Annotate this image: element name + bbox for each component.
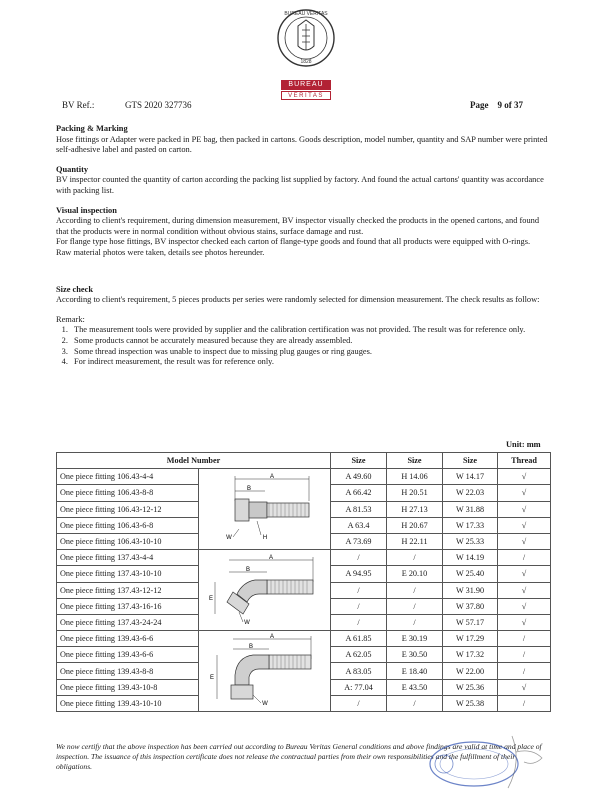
90-degree-fitting-diagram bbox=[199, 631, 331, 712]
cell-model: One piece fitting 106.43-10-10 bbox=[57, 533, 199, 549]
cell-model: One piece fitting 139.43-10-10 bbox=[57, 695, 199, 711]
cell-model: One piece fitting 106.43-8-8 bbox=[57, 485, 199, 501]
diagram-label-w: W bbox=[261, 701, 268, 708]
cell-size-1: A 73.69 bbox=[331, 533, 387, 549]
cell-model: One piece fitting 106.43-6-8 bbox=[57, 517, 199, 533]
cell-thread: √ bbox=[498, 469, 551, 485]
size-check-table bbox=[56, 452, 551, 712]
size-check-body: According to client's requirement, 5 pieces products per series were randomly selected for dimension measurement. The check results as follow: bbox=[56, 295, 540, 305]
cell-size-3: W 17.33 bbox=[443, 517, 498, 533]
cell-size-1: A 63.4 bbox=[331, 517, 387, 533]
ref-value: GTS 2020 327736 bbox=[125, 100, 192, 110]
cell-size-1: / bbox=[331, 614, 387, 630]
page-total: 37 bbox=[514, 100, 523, 110]
logo-word-veritas: VERITAS bbox=[281, 91, 331, 100]
diagram-label-w: W bbox=[225, 535, 232, 542]
visual-p2: For flange type hose fittings, BV inspector checked each carton of flange-type goods and found that all products were equipped with O-rings. bbox=[56, 237, 531, 247]
cell-size-1: / bbox=[331, 598, 387, 614]
report-body bbox=[56, 124, 550, 368]
cell-size-2: E 30.50 bbox=[387, 647, 443, 663]
cell-model: One piece fitting 137.43-4-4 bbox=[57, 550, 199, 566]
cell-model: One piece fitting 139.43-8-8 bbox=[57, 663, 199, 679]
header-size: Size bbox=[331, 453, 387, 469]
cell-size-3: W 22.00 bbox=[443, 663, 498, 679]
cell-size-3: W 25.40 bbox=[443, 566, 498, 582]
table-row bbox=[57, 631, 551, 647]
cell-size-3: W 25.36 bbox=[443, 679, 498, 695]
cell-thread: / bbox=[498, 631, 551, 647]
ref-label: BV Ref.: bbox=[62, 100, 95, 110]
cell-size-2: E 18.40 bbox=[387, 663, 443, 679]
cell-size-1: A 62.05 bbox=[331, 647, 387, 663]
cell-thread: √ bbox=[498, 533, 551, 549]
cell-thread: / bbox=[498, 695, 551, 711]
page-label: Page bbox=[470, 100, 489, 110]
table-row bbox=[57, 550, 551, 566]
cell-size-1: A 83.05 bbox=[331, 663, 387, 679]
cell-size-3: W 31.90 bbox=[443, 582, 498, 598]
quantity-body: BV inspector counted the quantity of carton according the packing list supplied by factory. And found the actual cartons' quantity was accordance with packing list. bbox=[56, 175, 544, 195]
cell-model: One piece fitting 137.43-16-16 bbox=[57, 598, 199, 614]
header-model: Model Number bbox=[57, 453, 331, 469]
cell-size-3: W 37.80 bbox=[443, 598, 498, 614]
diagram-label-w: W bbox=[243, 620, 250, 627]
diagram-label-a: A bbox=[268, 555, 273, 562]
cell-thread: √ bbox=[498, 598, 551, 614]
cell-size-2: / bbox=[387, 582, 443, 598]
cell-size-1: A 61.85 bbox=[331, 631, 387, 647]
cell-size-3: W 14.17 bbox=[443, 469, 498, 485]
table-header-row bbox=[57, 453, 551, 469]
logo-ring-text: BUREAU VERITAS bbox=[284, 11, 328, 17]
page-indicator bbox=[470, 100, 523, 110]
cell-thread: √ bbox=[498, 501, 551, 517]
cell-size-1: A 81.53 bbox=[331, 501, 387, 517]
cell-size-2: E 43.50 bbox=[387, 679, 443, 695]
page-number: 9 bbox=[497, 100, 502, 110]
diagram-label-a: A bbox=[269, 474, 274, 481]
diagram-label-h: H bbox=[262, 535, 267, 542]
cell-size-1: A 49.60 bbox=[331, 469, 387, 485]
visual-p3: Raw material photos were taken, details see photos hereunder. bbox=[56, 247, 265, 257]
cell-model: One piece fitting 106.43-4-4 bbox=[57, 469, 199, 485]
diagram-label-a: A bbox=[269, 634, 274, 641]
cell-model: One piece fitting 106.43-12-12 bbox=[57, 501, 199, 517]
cell-model: One piece fitting 137.43-12-12 bbox=[57, 582, 199, 598]
certification-footer: We now certify that the above inspection has been carried out according to Bureau Veritas General conditions and above findings are valid at time and place of inspection. The issuance of this inspection certificate does not release the contractual parties from their own responsibilities and the fulfillment of their obligations. bbox=[56, 742, 542, 771]
header-size: Size bbox=[443, 453, 498, 469]
cell-thread: √ bbox=[498, 485, 551, 501]
diagram-label-b: B bbox=[245, 567, 250, 574]
logo-word-bureau: BUREAU bbox=[281, 80, 331, 90]
cell-size-1: A 66.42 bbox=[331, 485, 387, 501]
45-degree-fitting-diagram bbox=[199, 550, 331, 631]
cell-thread: √ bbox=[498, 679, 551, 695]
cell-size-2: / bbox=[387, 598, 443, 614]
size-check-title: Size check bbox=[56, 284, 93, 294]
cell-size-2: E 30.19 bbox=[387, 631, 443, 647]
diagram-label-b: B bbox=[246, 486, 251, 493]
cell-size-1: / bbox=[331, 695, 387, 711]
cell-thread: √ bbox=[498, 582, 551, 598]
cell-size-2: H 14.06 bbox=[387, 469, 443, 485]
cell-size-3: W 22.03 bbox=[443, 485, 498, 501]
remark-item: 3. Some thread inspection was unable to inspect due to missing plug gauges or ring gauges. bbox=[70, 347, 550, 358]
cell-thread: / bbox=[498, 647, 551, 663]
diagram-label-e: E bbox=[208, 596, 213, 603]
table-row bbox=[57, 469, 551, 485]
cell-size-2: H 22.11 bbox=[387, 533, 443, 549]
straight-fitting-diagram bbox=[199, 469, 331, 550]
cell-model: One piece fitting 137.43-10-10 bbox=[57, 566, 199, 582]
cell-size-1: A: 77.04 bbox=[331, 679, 387, 695]
cell-size-3: W 57.17 bbox=[443, 614, 498, 630]
cell-size-3: W 31.88 bbox=[443, 501, 498, 517]
cell-size-2: E 20.10 bbox=[387, 566, 443, 582]
cell-size-1: / bbox=[331, 582, 387, 598]
packing-title: Packing & Marking bbox=[56, 124, 128, 133]
cell-model: One piece fitting 139.43-6-6 bbox=[57, 647, 199, 663]
visual-p1: According to client's requirement, during dimension measurement, BV inspector visually checked the products in the opened cartons, and found that the products were in normal condition without obvious stains, surface damage and rust. bbox=[56, 216, 540, 236]
bureau-veritas-logo bbox=[276, 6, 336, 80]
company-stamp bbox=[412, 722, 552, 792]
visual-title: Visual inspection bbox=[56, 205, 117, 215]
cell-model: One piece fitting 139.43-10-8 bbox=[57, 679, 199, 695]
cell-size-3: W 14.19 bbox=[443, 550, 498, 566]
diagram-label-b: B bbox=[248, 644, 253, 651]
remark-item: 2. Some products cannot be accurately measured because they are already assembled. bbox=[70, 336, 550, 347]
cell-thread: √ bbox=[498, 566, 551, 582]
remark-list bbox=[56, 325, 550, 367]
unit-label: Unit: mm bbox=[506, 440, 541, 449]
header-size: Size bbox=[387, 453, 443, 469]
remark-item: 4. For indirect measurement, the result was for reference only. bbox=[70, 357, 550, 368]
cell-model: One piece fitting 139.43-6-6 bbox=[57, 631, 199, 647]
cell-size-2: / bbox=[387, 695, 443, 711]
page-of: of bbox=[504, 100, 512, 110]
cell-size-2: H 20.67 bbox=[387, 517, 443, 533]
cell-thread: / bbox=[498, 550, 551, 566]
cell-thread: / bbox=[498, 663, 551, 679]
cell-size-3: W 25.38 bbox=[443, 695, 498, 711]
cell-size-2: H 27.13 bbox=[387, 501, 443, 517]
quantity-title: Quantity bbox=[56, 164, 89, 174]
cell-size-1: A 94.95 bbox=[331, 566, 387, 582]
cell-size-3: W 17.29 bbox=[443, 631, 498, 647]
remark-item: 1. The measurement tools were provided by supplier and the calibration certification was not provided. The result was for reference only. bbox=[70, 325, 550, 336]
packing-body: Hose fittings or Adapter were packed in PE bag, then packed in cartons. Goods description, model number, quantity and SAP number were printed self-adhesive label and pasted on carton. bbox=[56, 134, 548, 155]
header-thread: Thread bbox=[498, 453, 551, 469]
cell-size-2: / bbox=[387, 614, 443, 630]
cell-size-3: W 17.32 bbox=[443, 647, 498, 663]
cell-size-2: H 20.51 bbox=[387, 485, 443, 501]
cell-thread: √ bbox=[498, 517, 551, 533]
cell-thread: √ bbox=[498, 614, 551, 630]
cell-size-2: / bbox=[387, 550, 443, 566]
cell-size-3: W 25.33 bbox=[443, 533, 498, 549]
diagram-label-e: E bbox=[209, 675, 214, 682]
remark-label: Remark: bbox=[56, 314, 85, 324]
cell-size-1: / bbox=[331, 550, 387, 566]
cell-model: One piece fitting 137.43-24-24 bbox=[57, 614, 199, 630]
logo-year: 1828 bbox=[300, 59, 312, 65]
